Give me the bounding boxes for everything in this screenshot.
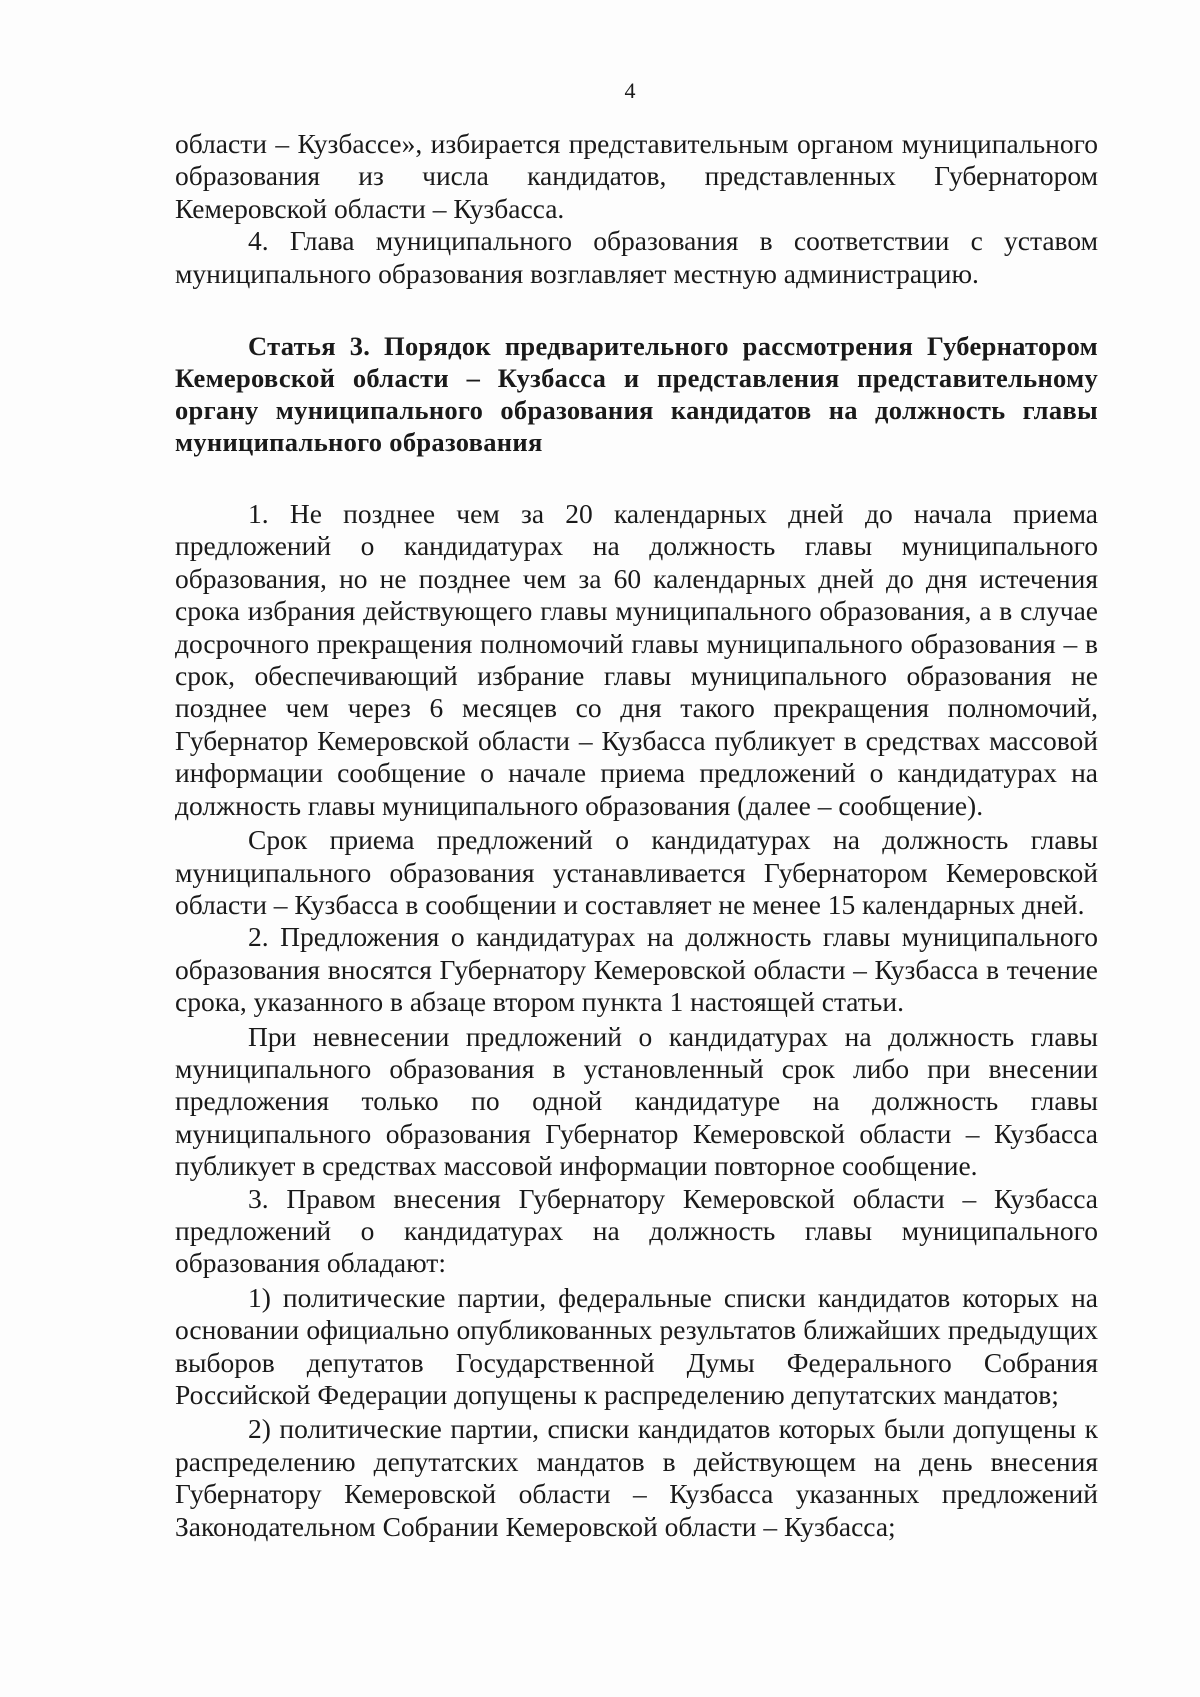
- article-3-heading: Статья 3. Порядок предварительного рассмотрения Губернатором Кемеровской области – Кузбасса и представления представительному органу муниципального образования кандидатов на должность главы муниципального образования: [175, 331, 1098, 458]
- document-body: [175, 128, 1098, 1543]
- page-number: 4: [624, 78, 636, 103]
- article-3-item-3-subitem-1: 1) политические партии, федеральные списки кандидатов которых на основании официально опубликованных результатов ближайших предыдущих выборов депутатов Государственной Думы Федерального Собрания Российской Федерации допущены к распределению депутатских мандатов;: [175, 1281, 1098, 1410]
- article-3-item-1: 1. Не позднее чем за 20 календарных дней до начала приема предложений о кандидатурах на должность главы муниципального образования, но не позднее чем за 60 календарных дней до дня истечения срока избрания действующего главы муниципального образования, а в случае досрочного прекращения полномочий главы муниципального образования – в срок, обеспечивающий избрание главы муниципального образования не позднее чем через 6 месяцев со дня такого прекращения полномочий, Губернатор Кемеровской области – Кузбасса публикует в средствах массовой информации сообщение о начале приема предложений о кандидатурах на должность главы муниципального образования (далее – сообщение).: [175, 498, 1098, 821]
- article-3-item-2-paragraph-2: При невнесении предложений о кандидатурах на должность главы муниципального образования в установленный срок либо при внесении предложения только по одной кандидатуре на должность главы муниципального образования Губернатор Кемеровской области – Кузбасса публикует в средствах массовой информации повторное сообщение.: [175, 1020, 1098, 1182]
- paragraph-continued: области – Кузбассе», избирается представительным органом муниципального образования из числа кандидатов, представленных Губернатором Кемеровской области – Кузбасса.: [175, 128, 1098, 224]
- article-3-item-1-paragraph-2: Срок приема предложений о кандидатурах на должность главы муниципального образования устанавливается Губернатором Кемеровской области – Кузбасса в сообщении и составляет не менее 15 календарных дней.: [175, 824, 1098, 920]
- article-3-item-3: 3. Правом внесения Губернатору Кемеровской области – Кузбасса предложений о кандидатурах на должность главы муниципального образования обладают:: [175, 1182, 1098, 1279]
- article-3-item-3-subitem-2: 2) политические партии, списки кандидатов которых были допущены к распределению депутатских мандатов в действующем на день внесения Губернатору Кемеровской области – Кузбасса указанных предложений Законодательном Собрании Кемеровской области – Кузбасса;: [175, 1413, 1098, 1542]
- article-3-item-2: 2. Предложения о кандидатурах на должность главы муниципального образования вносятся Губернатору Кемеровской области – Кузбасса в течение срока, указанного в абзаце втором пункта 1 настоящей статьи.: [175, 921, 1098, 1018]
- paragraph-item-4: 4. Глава муниципального образования в соответствии с уставом муниципального образования возглавляет местную администрацию.: [175, 225, 1098, 289]
